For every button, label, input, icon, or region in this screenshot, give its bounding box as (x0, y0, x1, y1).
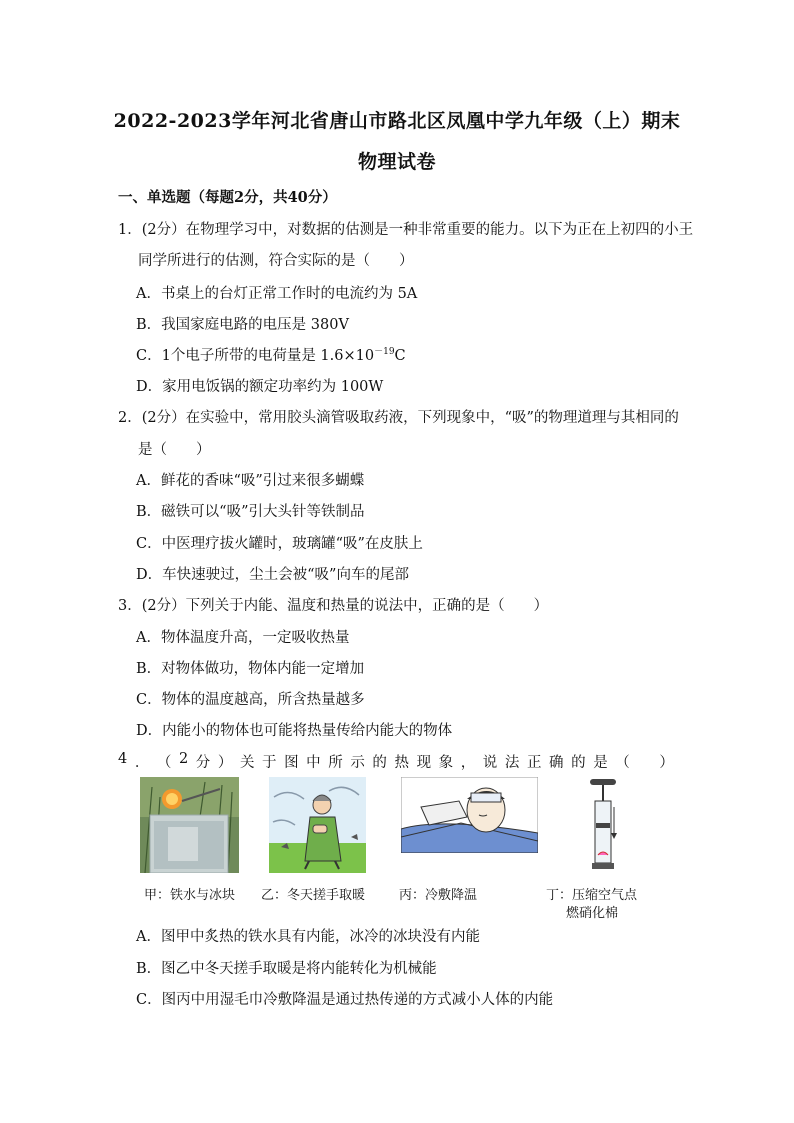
q3-option-a: A．物体温度升高，一定吸收热量 (136, 630, 350, 646)
q1-option-a: A．书桌上的台灯正常工作时的电流约为 5A (136, 286, 418, 302)
q2-option-a: A．鲜花的香味“吸”引过来很多蝴蝶 (136, 473, 365, 489)
q4-stem (118, 751, 674, 772)
q1-stem-line2: 同学所进行的估测，符合实际的是（ ） (138, 253, 414, 269)
figure-jia-molten-iron-on-ice (140, 777, 239, 873)
q3-option-b: B．对物体做功，物体内能一定增加 (136, 661, 365, 677)
q4-option-c: C．图丙中用湿毛巾冷敷降温是通过热传递的方式减小人体的内能 (136, 992, 554, 1008)
caption-ding-line1: 丁：压缩空气点 (546, 888, 638, 903)
q4-stem-char: 中 (306, 755, 321, 771)
q1-option-b: B．我国家庭电路的电压是 380V (136, 317, 349, 333)
q1-option-c (136, 344, 406, 365)
q4-stem-char: 关 (239, 755, 255, 771)
q4-stem-char: 图 (284, 755, 299, 771)
exam-title-line1: 2022-2023学年河北省唐山市路北区凤凰中学九年级（上）期末 (113, 110, 681, 132)
q1-option-c-text: C．1个电子所带的电荷量是 1.6×10 (136, 348, 375, 364)
q4-stem-char: ， (460, 755, 476, 771)
q4-stem-char: 的 (571, 755, 586, 771)
q2-option-c: C．中医理疗拔火罐时，玻璃罐“吸”在皮肤上 (136, 536, 423, 552)
caption-ding-line2: 燃硝化棉 (566, 906, 619, 921)
q1-option-d: D．家用电饭锅的额定功率约为 100W (136, 379, 384, 395)
q4-stem-char: 现 (416, 755, 432, 771)
q4-stem-char: 是 (593, 755, 608, 771)
q4-stem-char: （ (156, 755, 172, 771)
q4-stem-char: ） (659, 755, 674, 771)
q3-stem: 3．(2分）下列关于内能、温度和热量的说法中，正确的是（ ） (118, 598, 549, 614)
q4-option-b: B．图乙中冬天搓手取暖是将内能转化为机械能 (136, 961, 437, 977)
q2-stem-line1: 2．(2分）在实验中，常用胶头滴管吸取药液，下列现象中，“吸”的物理道理与其相同的 (118, 410, 679, 426)
figure-ding-air-compression-tube (588, 777, 618, 872)
q2-option-b: B．磁铁可以“吸”引大头针等铁制品 (136, 504, 365, 520)
q2-stem-line2: 是（ ） (138, 442, 211, 458)
q4-stem-char: ） (217, 755, 233, 771)
q4-stem-char: 说 (482, 755, 498, 771)
q3-option-c: C．物体的温度越高，所含热量越多 (136, 692, 365, 708)
exam-title-line2: 物理试卷 (357, 151, 436, 173)
q4-stem-char: 于 (262, 755, 277, 771)
q3-option-d: D．内能小的物体也可能将热量传给内能大的物体 (136, 723, 453, 739)
q4-stem-char: 所 (328, 755, 343, 771)
caption-bing: 丙：冷敷降温 (399, 888, 478, 903)
q1-option-c-unit: C (394, 348, 406, 364)
q4-stem-char: 象 (438, 755, 454, 771)
section-heading: 一、单选题（每题2分，共40分） (118, 189, 337, 206)
figure-yi-rubbing-hands (269, 777, 366, 873)
q4-stem-char: 示 (350, 755, 365, 771)
q4-stem-char: ． (134, 755, 150, 771)
q4-option-a: A．图甲中炙热的铁水具有内能，冰冷的冰块没有内能 (136, 929, 480, 945)
q4-stem-char: 的 (372, 755, 387, 771)
q4-stem-char: 确 (549, 755, 564, 771)
figure-bing-cold-compress (401, 777, 538, 853)
q4-stem-char: 热 (394, 755, 409, 771)
q1-option-c-exponent: －19 (374, 347, 395, 358)
q4-stem-char: 分 (195, 755, 211, 771)
caption-jia: 甲：铁水与冰块 (144, 888, 236, 903)
q4-stem-char: 4 (118, 751, 128, 767)
q4-stem-char: （ (615, 755, 630, 771)
q4-stem-char: 正 (526, 755, 542, 771)
caption-yi: 乙：冬天搓手取暖 (261, 888, 366, 903)
q4-stem-char: 法 (504, 755, 520, 771)
q4-stem-char (637, 751, 652, 772)
q4-stem-char: 2 (178, 751, 189, 767)
q1-stem-line1: 1．(2分）在物理学习中，对数据的估测是一种非常重要的能力。以下为正在上初四的小王 (118, 222, 694, 238)
q2-option-d: D．车快速驶过，尘土会被“吸”向车的尾部 (136, 567, 409, 583)
